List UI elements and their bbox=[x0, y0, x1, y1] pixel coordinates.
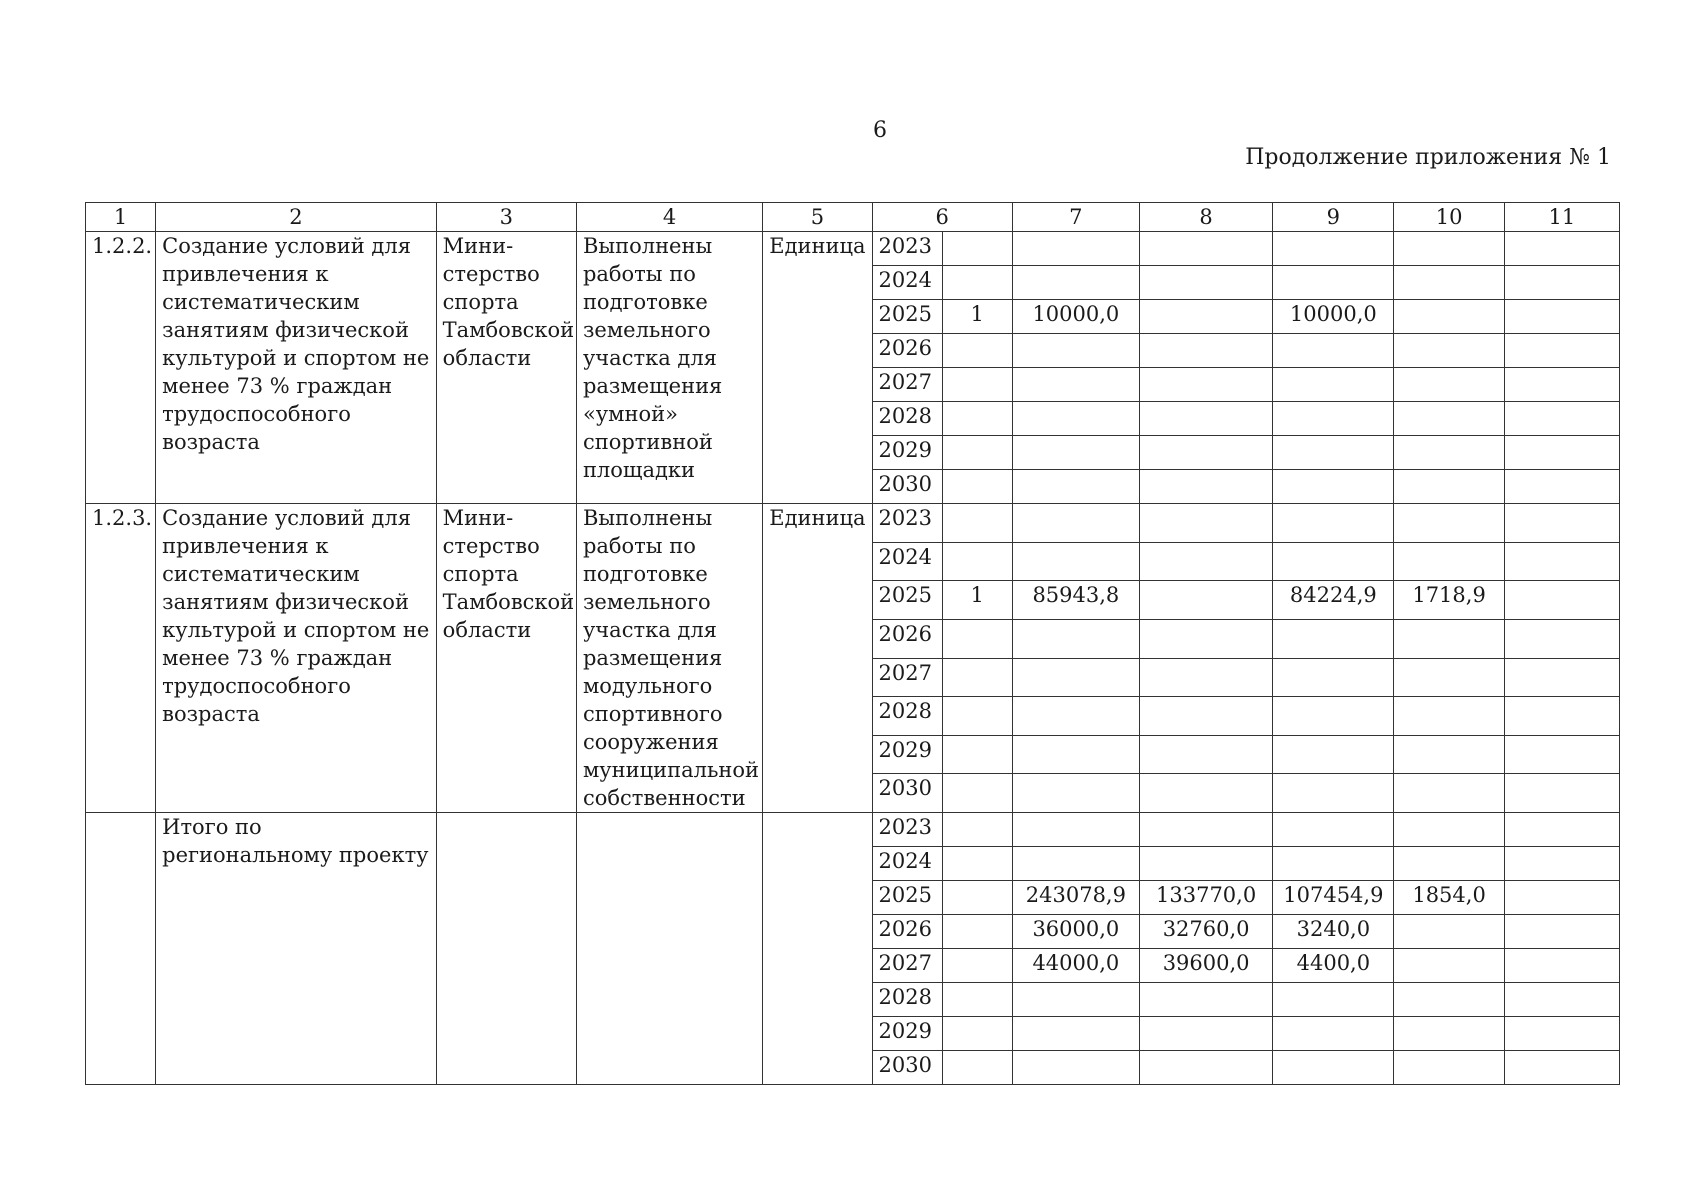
col-9-cell bbox=[1273, 266, 1394, 300]
col-10-cell bbox=[1394, 847, 1504, 881]
year-cell: 2023 bbox=[872, 813, 942, 847]
col-9-cell bbox=[1273, 983, 1394, 1017]
col-10-cell bbox=[1394, 697, 1504, 736]
col-11-cell bbox=[1504, 470, 1619, 504]
column-number: 11 bbox=[1504, 203, 1619, 232]
page-number: 6 bbox=[873, 118, 887, 143]
quantity-cell bbox=[942, 847, 1012, 881]
quantity-cell bbox=[942, 1051, 1012, 1085]
year-cell: 2030 bbox=[872, 470, 942, 504]
quantity-cell bbox=[942, 436, 1012, 470]
col-11-cell bbox=[1504, 368, 1619, 402]
year-cell: 2027 bbox=[872, 949, 942, 983]
col-7-cell bbox=[1012, 232, 1139, 266]
col-11-cell bbox=[1504, 735, 1619, 774]
quantity-cell bbox=[942, 915, 1012, 949]
col-7-cell bbox=[1012, 697, 1139, 736]
responsible-executor: Мини- стерство спорта Тамбовской области bbox=[436, 232, 576, 504]
item-code: 1.2.3. bbox=[86, 504, 156, 813]
item-name: Итого по региональному проекту bbox=[156, 813, 437, 1085]
col-10-cell bbox=[1394, 266, 1504, 300]
col-8-cell bbox=[1139, 504, 1272, 543]
col-10-cell bbox=[1394, 619, 1504, 658]
year-cell: 2026 bbox=[872, 334, 942, 368]
result-description: Выполнены работы по подготовке земельного участка для размещения модульного спортивного сооружения муниципальной собственности bbox=[576, 504, 762, 813]
col-11-cell bbox=[1504, 334, 1619, 368]
col-7-cell: 44000,0 bbox=[1012, 949, 1139, 983]
year-cell: 2028 bbox=[872, 402, 942, 436]
col-11-cell bbox=[1504, 266, 1619, 300]
col-7-cell: 243078,9 bbox=[1012, 881, 1139, 915]
col-8-cell bbox=[1139, 619, 1272, 658]
unit-of-measure: Единица bbox=[763, 504, 872, 813]
col-10-cell bbox=[1394, 436, 1504, 470]
col-7-cell bbox=[1012, 774, 1139, 813]
col-7-cell: 10000,0 bbox=[1012, 300, 1139, 334]
column-number: 8 bbox=[1139, 203, 1272, 232]
col-7-cell bbox=[1012, 1017, 1139, 1051]
col-10-cell bbox=[1394, 402, 1504, 436]
col-11-cell bbox=[1504, 697, 1619, 736]
table-row bbox=[86, 232, 1620, 266]
col-10-cell: 1854,0 bbox=[1394, 881, 1504, 915]
col-11-cell bbox=[1504, 232, 1619, 266]
col-9-cell bbox=[1273, 774, 1394, 813]
col-9-cell bbox=[1273, 1051, 1394, 1085]
col-7-cell bbox=[1012, 735, 1139, 774]
col-7-cell bbox=[1012, 470, 1139, 504]
col-7-cell bbox=[1012, 436, 1139, 470]
item-code: 1.2.2. bbox=[86, 232, 156, 504]
col-11-cell bbox=[1504, 983, 1619, 1017]
col-7-cell bbox=[1012, 402, 1139, 436]
unit-of-measure: Единица bbox=[763, 232, 872, 504]
col-9-cell bbox=[1273, 402, 1394, 436]
responsible-executor: Мини- стерство спорта Тамбовской области bbox=[436, 504, 576, 813]
col-11-cell bbox=[1504, 813, 1619, 847]
budget-table bbox=[85, 202, 1620, 1085]
quantity-cell bbox=[942, 232, 1012, 266]
item-name: Создание условий для привлечения к систематическим занятиям физической культурой и спортом не менее 73 % граждан трудоспособного возраста bbox=[156, 232, 437, 504]
col-9-cell bbox=[1273, 813, 1394, 847]
col-9-cell bbox=[1273, 232, 1394, 266]
col-9-cell bbox=[1273, 847, 1394, 881]
quantity-cell bbox=[942, 983, 1012, 1017]
col-9-cell: 3240,0 bbox=[1273, 915, 1394, 949]
quantity-cell bbox=[942, 658, 1012, 697]
col-10-cell bbox=[1394, 470, 1504, 504]
year-cell: 2024 bbox=[872, 542, 942, 581]
column-number: 4 bbox=[576, 203, 762, 232]
col-10-cell bbox=[1394, 983, 1504, 1017]
year-cell: 2026 bbox=[872, 619, 942, 658]
year-cell: 2029 bbox=[872, 735, 942, 774]
quantity-cell bbox=[942, 504, 1012, 543]
year-cell: 2023 bbox=[872, 504, 942, 543]
col-11-cell bbox=[1504, 542, 1619, 581]
quantity-cell bbox=[942, 368, 1012, 402]
year-cell: 2027 bbox=[872, 658, 942, 697]
col-9-cell bbox=[1273, 735, 1394, 774]
col-11-cell bbox=[1504, 581, 1619, 620]
year-cell: 2025 bbox=[872, 300, 942, 334]
year-cell: 2025 bbox=[872, 881, 942, 915]
col-8-cell bbox=[1139, 1051, 1272, 1085]
quantity-cell bbox=[942, 949, 1012, 983]
col-8-cell bbox=[1139, 697, 1272, 736]
table-body bbox=[86, 232, 1620, 1085]
col-11-cell bbox=[1504, 881, 1619, 915]
col-7-cell bbox=[1012, 983, 1139, 1017]
col-10-cell bbox=[1394, 334, 1504, 368]
col-10-cell bbox=[1394, 504, 1504, 543]
year-cell: 2027 bbox=[872, 368, 942, 402]
col-10-cell bbox=[1394, 915, 1504, 949]
col-9-cell: 84224,9 bbox=[1273, 581, 1394, 620]
result-description bbox=[576, 813, 762, 1085]
col-9-cell bbox=[1273, 334, 1394, 368]
col-11-cell bbox=[1504, 658, 1619, 697]
responsible-executor bbox=[436, 813, 576, 1085]
col-8-cell bbox=[1139, 300, 1272, 334]
table-row bbox=[86, 504, 1620, 543]
quantity-cell: 1 bbox=[942, 581, 1012, 620]
column-number-row bbox=[86, 203, 1620, 232]
quantity-cell bbox=[942, 881, 1012, 915]
year-cell: 2023 bbox=[872, 232, 942, 266]
col-10-cell: 1718,9 bbox=[1394, 581, 1504, 620]
col-7-cell bbox=[1012, 813, 1139, 847]
col-8-cell bbox=[1139, 470, 1272, 504]
col-11-cell bbox=[1504, 436, 1619, 470]
col-10-cell bbox=[1394, 1017, 1504, 1051]
quantity-cell bbox=[942, 619, 1012, 658]
year-cell: 2026 bbox=[872, 915, 942, 949]
col-9-cell: 10000,0 bbox=[1273, 300, 1394, 334]
col-7-cell bbox=[1012, 542, 1139, 581]
col-11-cell bbox=[1504, 402, 1619, 436]
year-cell: 2025 bbox=[872, 581, 942, 620]
col-10-cell bbox=[1394, 813, 1504, 847]
col-9-cell bbox=[1273, 542, 1394, 581]
col-7-cell bbox=[1012, 619, 1139, 658]
col-10-cell bbox=[1394, 735, 1504, 774]
column-number: 5 bbox=[763, 203, 872, 232]
col-8-cell bbox=[1139, 581, 1272, 620]
col-9-cell bbox=[1273, 1017, 1394, 1051]
column-number: 10 bbox=[1394, 203, 1504, 232]
year-cell: 2029 bbox=[872, 1017, 942, 1051]
col-9-cell: 107454,9 bbox=[1273, 881, 1394, 915]
col-8-cell bbox=[1139, 266, 1272, 300]
col-8-cell bbox=[1139, 847, 1272, 881]
col-8-cell bbox=[1139, 774, 1272, 813]
col-10-cell bbox=[1394, 232, 1504, 266]
col-11-cell bbox=[1504, 847, 1619, 881]
year-cell: 2028 bbox=[872, 983, 942, 1017]
col-8-cell: 32760,0 bbox=[1139, 915, 1272, 949]
quantity-cell bbox=[942, 542, 1012, 581]
col-9-cell bbox=[1273, 697, 1394, 736]
col-8-cell bbox=[1139, 1017, 1272, 1051]
col-11-cell bbox=[1504, 300, 1619, 334]
col-8-cell bbox=[1139, 813, 1272, 847]
col-8-cell bbox=[1139, 436, 1272, 470]
col-8-cell: 39600,0 bbox=[1139, 949, 1272, 983]
column-number: 1 bbox=[86, 203, 156, 232]
col-7-cell bbox=[1012, 504, 1139, 543]
year-cell: 2030 bbox=[872, 774, 942, 813]
col-11-cell bbox=[1504, 1017, 1619, 1051]
unit-of-measure bbox=[763, 813, 872, 1085]
col-8-cell: 133770,0 bbox=[1139, 881, 1272, 915]
result-description: Выполнены работы по подготовке земельного участка для размещения «умной» спортивной площадки bbox=[576, 232, 762, 504]
quantity-cell: 1 bbox=[942, 300, 1012, 334]
col-11-cell bbox=[1504, 619, 1619, 658]
column-number: 9 bbox=[1273, 203, 1394, 232]
col-11-cell bbox=[1504, 774, 1619, 813]
quantity-cell bbox=[942, 813, 1012, 847]
quantity-cell bbox=[942, 402, 1012, 436]
col-8-cell bbox=[1139, 334, 1272, 368]
appendix-continuation-note: Продолжение приложения № 1 bbox=[1245, 145, 1611, 170]
col-8-cell bbox=[1139, 368, 1272, 402]
col-11-cell bbox=[1504, 504, 1619, 543]
col-8-cell bbox=[1139, 232, 1272, 266]
col-11-cell bbox=[1504, 915, 1619, 949]
quantity-cell bbox=[942, 774, 1012, 813]
col-8-cell bbox=[1139, 542, 1272, 581]
quantity-cell bbox=[942, 334, 1012, 368]
quantity-cell bbox=[942, 1017, 1012, 1051]
column-number: 2 bbox=[156, 203, 437, 232]
quantity-cell bbox=[942, 470, 1012, 504]
col-7-cell bbox=[1012, 334, 1139, 368]
year-cell: 2028 bbox=[872, 697, 942, 736]
col-10-cell bbox=[1394, 658, 1504, 697]
col-11-cell bbox=[1504, 1051, 1619, 1085]
col-11-cell bbox=[1504, 949, 1619, 983]
col-7-cell bbox=[1012, 1051, 1139, 1085]
column-number: 6 bbox=[872, 203, 1012, 232]
col-8-cell bbox=[1139, 402, 1272, 436]
col-10-cell bbox=[1394, 774, 1504, 813]
year-cell: 2029 bbox=[872, 436, 942, 470]
col-9-cell bbox=[1273, 470, 1394, 504]
col-9-cell bbox=[1273, 658, 1394, 697]
col-10-cell bbox=[1394, 1051, 1504, 1085]
col-7-cell bbox=[1012, 368, 1139, 402]
col-7-cell: 36000,0 bbox=[1012, 915, 1139, 949]
col-7-cell: 85943,8 bbox=[1012, 581, 1139, 620]
table-row bbox=[86, 813, 1620, 847]
col-7-cell bbox=[1012, 266, 1139, 300]
col-9-cell bbox=[1273, 619, 1394, 658]
col-8-cell bbox=[1139, 735, 1272, 774]
col-7-cell bbox=[1012, 658, 1139, 697]
col-10-cell bbox=[1394, 300, 1504, 334]
column-number: 7 bbox=[1012, 203, 1139, 232]
col-9-cell bbox=[1273, 436, 1394, 470]
quantity-cell bbox=[942, 266, 1012, 300]
year-cell: 2030 bbox=[872, 1051, 942, 1085]
col-7-cell bbox=[1012, 847, 1139, 881]
col-9-cell bbox=[1273, 504, 1394, 543]
col-9-cell bbox=[1273, 368, 1394, 402]
col-10-cell bbox=[1394, 542, 1504, 581]
item-code bbox=[86, 813, 156, 1085]
item-name: Создание условий для привлечения к систематическим занятиям физической культурой и спортом не менее 73 % граждан трудоспособного возраста bbox=[156, 504, 437, 813]
year-cell: 2024 bbox=[872, 847, 942, 881]
col-8-cell bbox=[1139, 983, 1272, 1017]
col-8-cell bbox=[1139, 658, 1272, 697]
col-10-cell bbox=[1394, 949, 1504, 983]
quantity-cell bbox=[942, 697, 1012, 736]
col-9-cell: 4400,0 bbox=[1273, 949, 1394, 983]
col-10-cell bbox=[1394, 368, 1504, 402]
year-cell: 2024 bbox=[872, 266, 942, 300]
quantity-cell bbox=[942, 735, 1012, 774]
column-number: 3 bbox=[436, 203, 576, 232]
